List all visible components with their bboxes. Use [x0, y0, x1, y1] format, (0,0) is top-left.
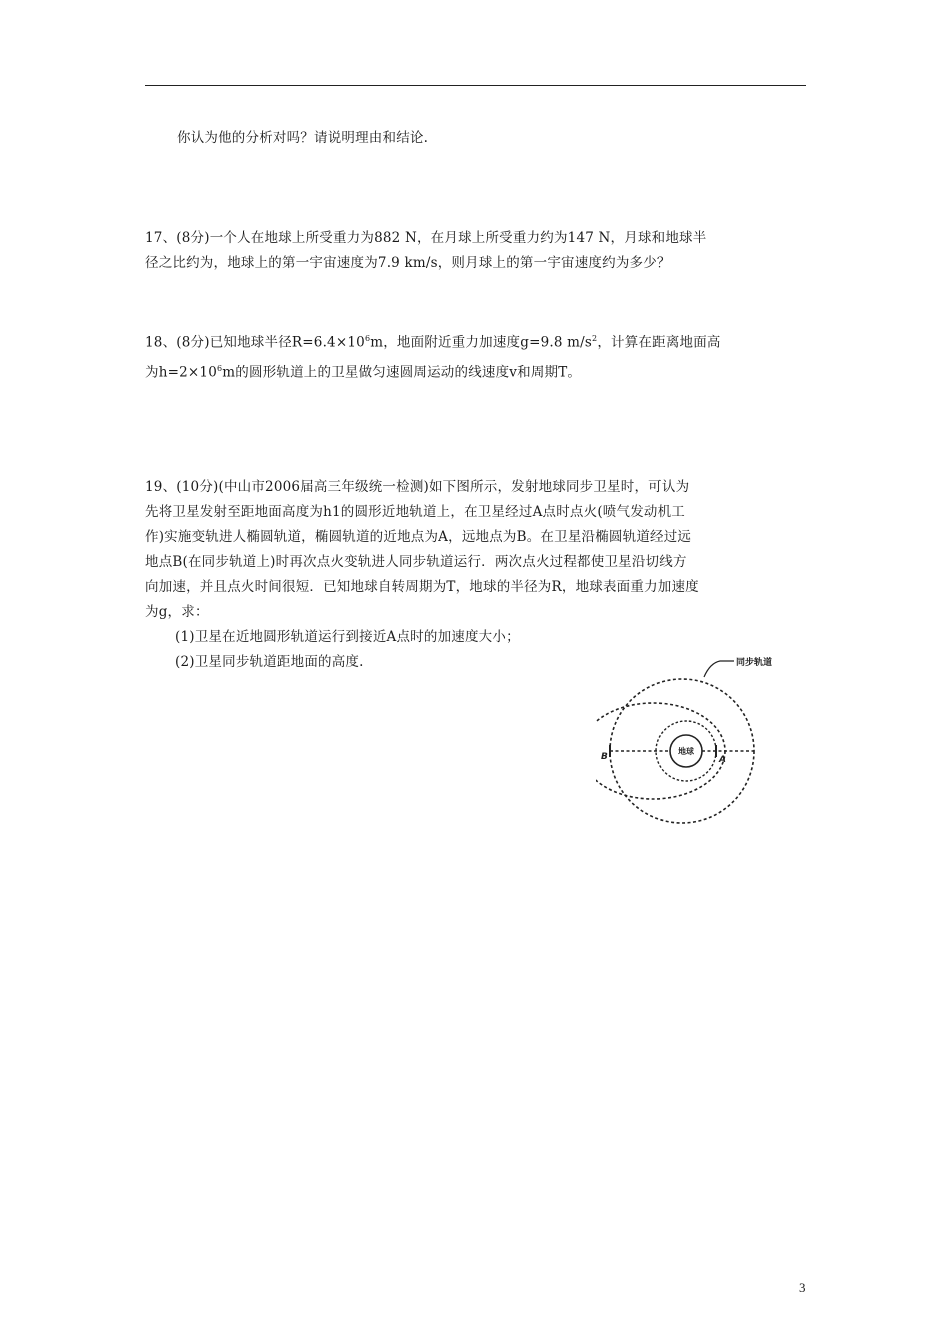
orbit-diagram	[596, 655, 816, 825]
question-17	[145, 226, 810, 276]
label-leader-line	[704, 661, 734, 677]
q16-conclusion	[145, 126, 810, 151]
q19-line-5: 向加速，并且点火时间很短．已知地球自转周期为T，地球的半径为R，地球表面重力加速度	[145, 579, 699, 595]
point-b-label: B	[601, 752, 608, 762]
q19-line-4: 地点B(在同步轨道上)时再次点火变轨进人同步轨道运行．两次点火过程都使卫星沿切线方	[145, 554, 687, 570]
q17-line-1: 17、(8分)一个人在地球上所受重力为882 N，在月球上所受重力约为147 N，月球和地球半	[145, 230, 707, 246]
earth-label: 地球	[678, 747, 694, 756]
q19-subquestion-1: (1)卫星在近地圆形轨道运行到接近A点时的加速度大小；	[175, 629, 520, 645]
q19-subquestion-2: (2)卫星同步轨道距地面的高度.	[175, 654, 364, 670]
q17-line-2: 径之比约为，地球上的第一宇宙速度为7.9 km/s，则月球上的第一宇宙速度约为多少？	[145, 255, 671, 271]
question-19	[145, 475, 810, 675]
q18-line-2: 为$h=2\times 10^6m$的圆形轨道上的卫星做匀速圆周运动的线速度v和周期T。	[145, 363, 582, 380]
page-number: 3	[799, 1280, 806, 1295]
sync-orbit-label: 同步轨道	[736, 658, 773, 668]
orbit-diagram-svg	[596, 655, 816, 825]
q19-line-1: 19、(10分)(中山市2006届高三年级统一检测)如下图所示，发射地球同步卫星时，可认为	[145, 479, 690, 495]
q19-line-2: 先将卫星发射至距地面高度为h1的圆形近地轨道上，在卫星经过A点时点火(喷气发动机工	[145, 504, 685, 520]
question-18	[145, 326, 810, 385]
q19-line-3: 作)实施变轨进人椭圆轨道，椭圆轨道的近地点为A，远地点为B。在卫星沿椭圆轨道经过远	[145, 529, 692, 545]
q18-line-1: 18、(8分)已知地球半径$R=6.4\times 10^6m$，地面附近重力加速度g=9.8 $m/s^2$，计算在距离地面高	[145, 334, 721, 351]
header-rule	[145, 85, 806, 86]
q16-text: 你认为他的分析对吗？请说明理由和结论.	[177, 130, 429, 146]
q19-line-6: 为g，求：	[145, 604, 209, 620]
point-a-label: A	[719, 755, 726, 765]
